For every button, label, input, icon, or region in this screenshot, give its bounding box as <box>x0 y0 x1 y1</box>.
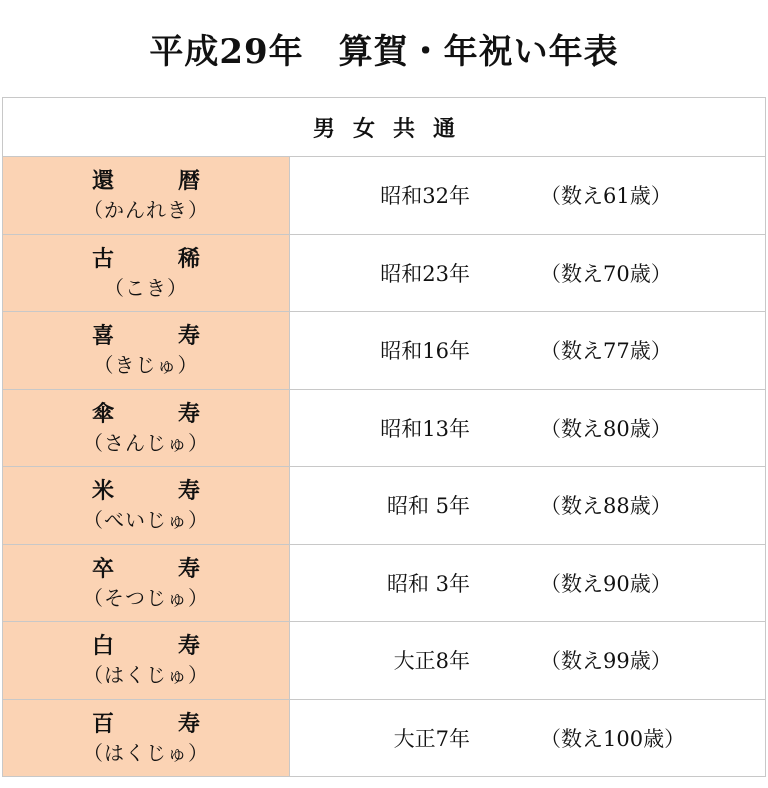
table-body <box>3 157 765 777</box>
celebration-name-char-1: 百 <box>92 710 115 737</box>
celebration-name-cell <box>3 235 290 312</box>
celebration-name-cell <box>3 312 290 389</box>
birth-info-cell <box>290 235 765 312</box>
table-row <box>3 622 765 700</box>
page-title: 平成29年 算賀・年祝い年表 <box>149 31 619 72</box>
birth-year: 大正7年 <box>393 726 470 751</box>
celebration-name-cell <box>3 545 290 622</box>
birth-year: 昭和32年 <box>380 184 470 209</box>
table-row <box>3 390 765 468</box>
birth-year: 大正8年 <box>393 649 470 674</box>
celebration-name-cell <box>3 622 290 699</box>
celebration-reading: （きじゅ） <box>93 353 199 378</box>
celebration-name-char-2: 寿 <box>177 323 200 350</box>
celebration-name <box>92 631 200 661</box>
celebration-reading: （さんじゅ） <box>83 430 209 455</box>
celebration-table <box>2 97 766 777</box>
table-header: 男女共通 <box>3 98 765 157</box>
celebration-name-char-1: 還 <box>92 168 115 195</box>
birth-info-cell <box>290 390 765 467</box>
celebration-reading: （べいじゅ） <box>83 508 209 533</box>
celebration-reading: （そつじゅ） <box>83 585 209 610</box>
birth-info-cell <box>290 545 765 622</box>
counted-age: （数え80歳） <box>540 416 672 441</box>
birth-info-cell <box>290 700 765 777</box>
celebration-name-char-2: 稀 <box>177 245 200 272</box>
celebration-name-char-2: 寿 <box>177 633 200 660</box>
counted-age: （数え99歳） <box>540 649 672 674</box>
celebration-name <box>92 554 200 584</box>
celebration-name-cell <box>3 700 290 777</box>
birth-year: 昭和23年 <box>380 261 470 286</box>
birth-year: 昭和16年 <box>380 339 470 364</box>
counted-age: （数え77歳） <box>540 339 672 364</box>
birth-info-cell <box>290 157 765 234</box>
celebration-name-char-2: 寿 <box>177 555 200 582</box>
celebration-name-char-2: 暦 <box>177 168 200 195</box>
celebration-name-char-1: 卒 <box>92 555 115 582</box>
birth-info-cell <box>290 467 765 544</box>
counted-age: （数え70歳） <box>540 261 672 286</box>
celebration-name <box>92 476 200 506</box>
counted-age: （数え100歳） <box>540 726 686 751</box>
celebration-reading: （かんれき） <box>83 198 209 223</box>
celebration-name-char-2: 寿 <box>177 710 200 737</box>
celebration-name-cell <box>3 390 290 467</box>
celebration-name-char-1: 喜 <box>92 323 115 350</box>
celebration-reading: （こき） <box>104 275 188 300</box>
celebration-name-char-1: 米 <box>92 478 115 505</box>
table-row <box>3 545 765 623</box>
table-row <box>3 700 765 778</box>
counted-age: （数え61歳） <box>540 184 672 209</box>
celebration-name <box>92 166 200 196</box>
celebration-name <box>92 399 200 429</box>
celebration-name-char-2: 寿 <box>177 400 200 427</box>
birth-year: 昭和 3年 <box>386 571 470 596</box>
counted-age: （数え90歳） <box>540 571 672 596</box>
celebration-name-char-2: 寿 <box>177 478 200 505</box>
table-row <box>3 467 765 545</box>
birth-year: 昭和13年 <box>380 416 470 441</box>
celebration-name-char-1: 白 <box>92 633 115 660</box>
celebration-reading: （はくじゅ） <box>83 663 209 688</box>
table-row <box>3 312 765 390</box>
table-row <box>3 157 765 235</box>
celebration-name <box>92 244 200 274</box>
counted-age: （数え88歳） <box>540 494 672 519</box>
celebration-name-char-1: 傘 <box>92 400 115 427</box>
celebration-name <box>92 321 200 351</box>
celebration-name-char-1: 古 <box>92 245 115 272</box>
birth-year: 昭和 5年 <box>386 494 470 519</box>
birth-info-cell <box>290 312 765 389</box>
celebration-name <box>92 709 200 739</box>
birth-info-cell <box>290 622 765 699</box>
table-row <box>3 235 765 313</box>
celebration-reading: （はくじゅ） <box>83 740 209 765</box>
celebration-name-cell <box>3 467 290 544</box>
celebration-name-cell <box>3 157 290 234</box>
